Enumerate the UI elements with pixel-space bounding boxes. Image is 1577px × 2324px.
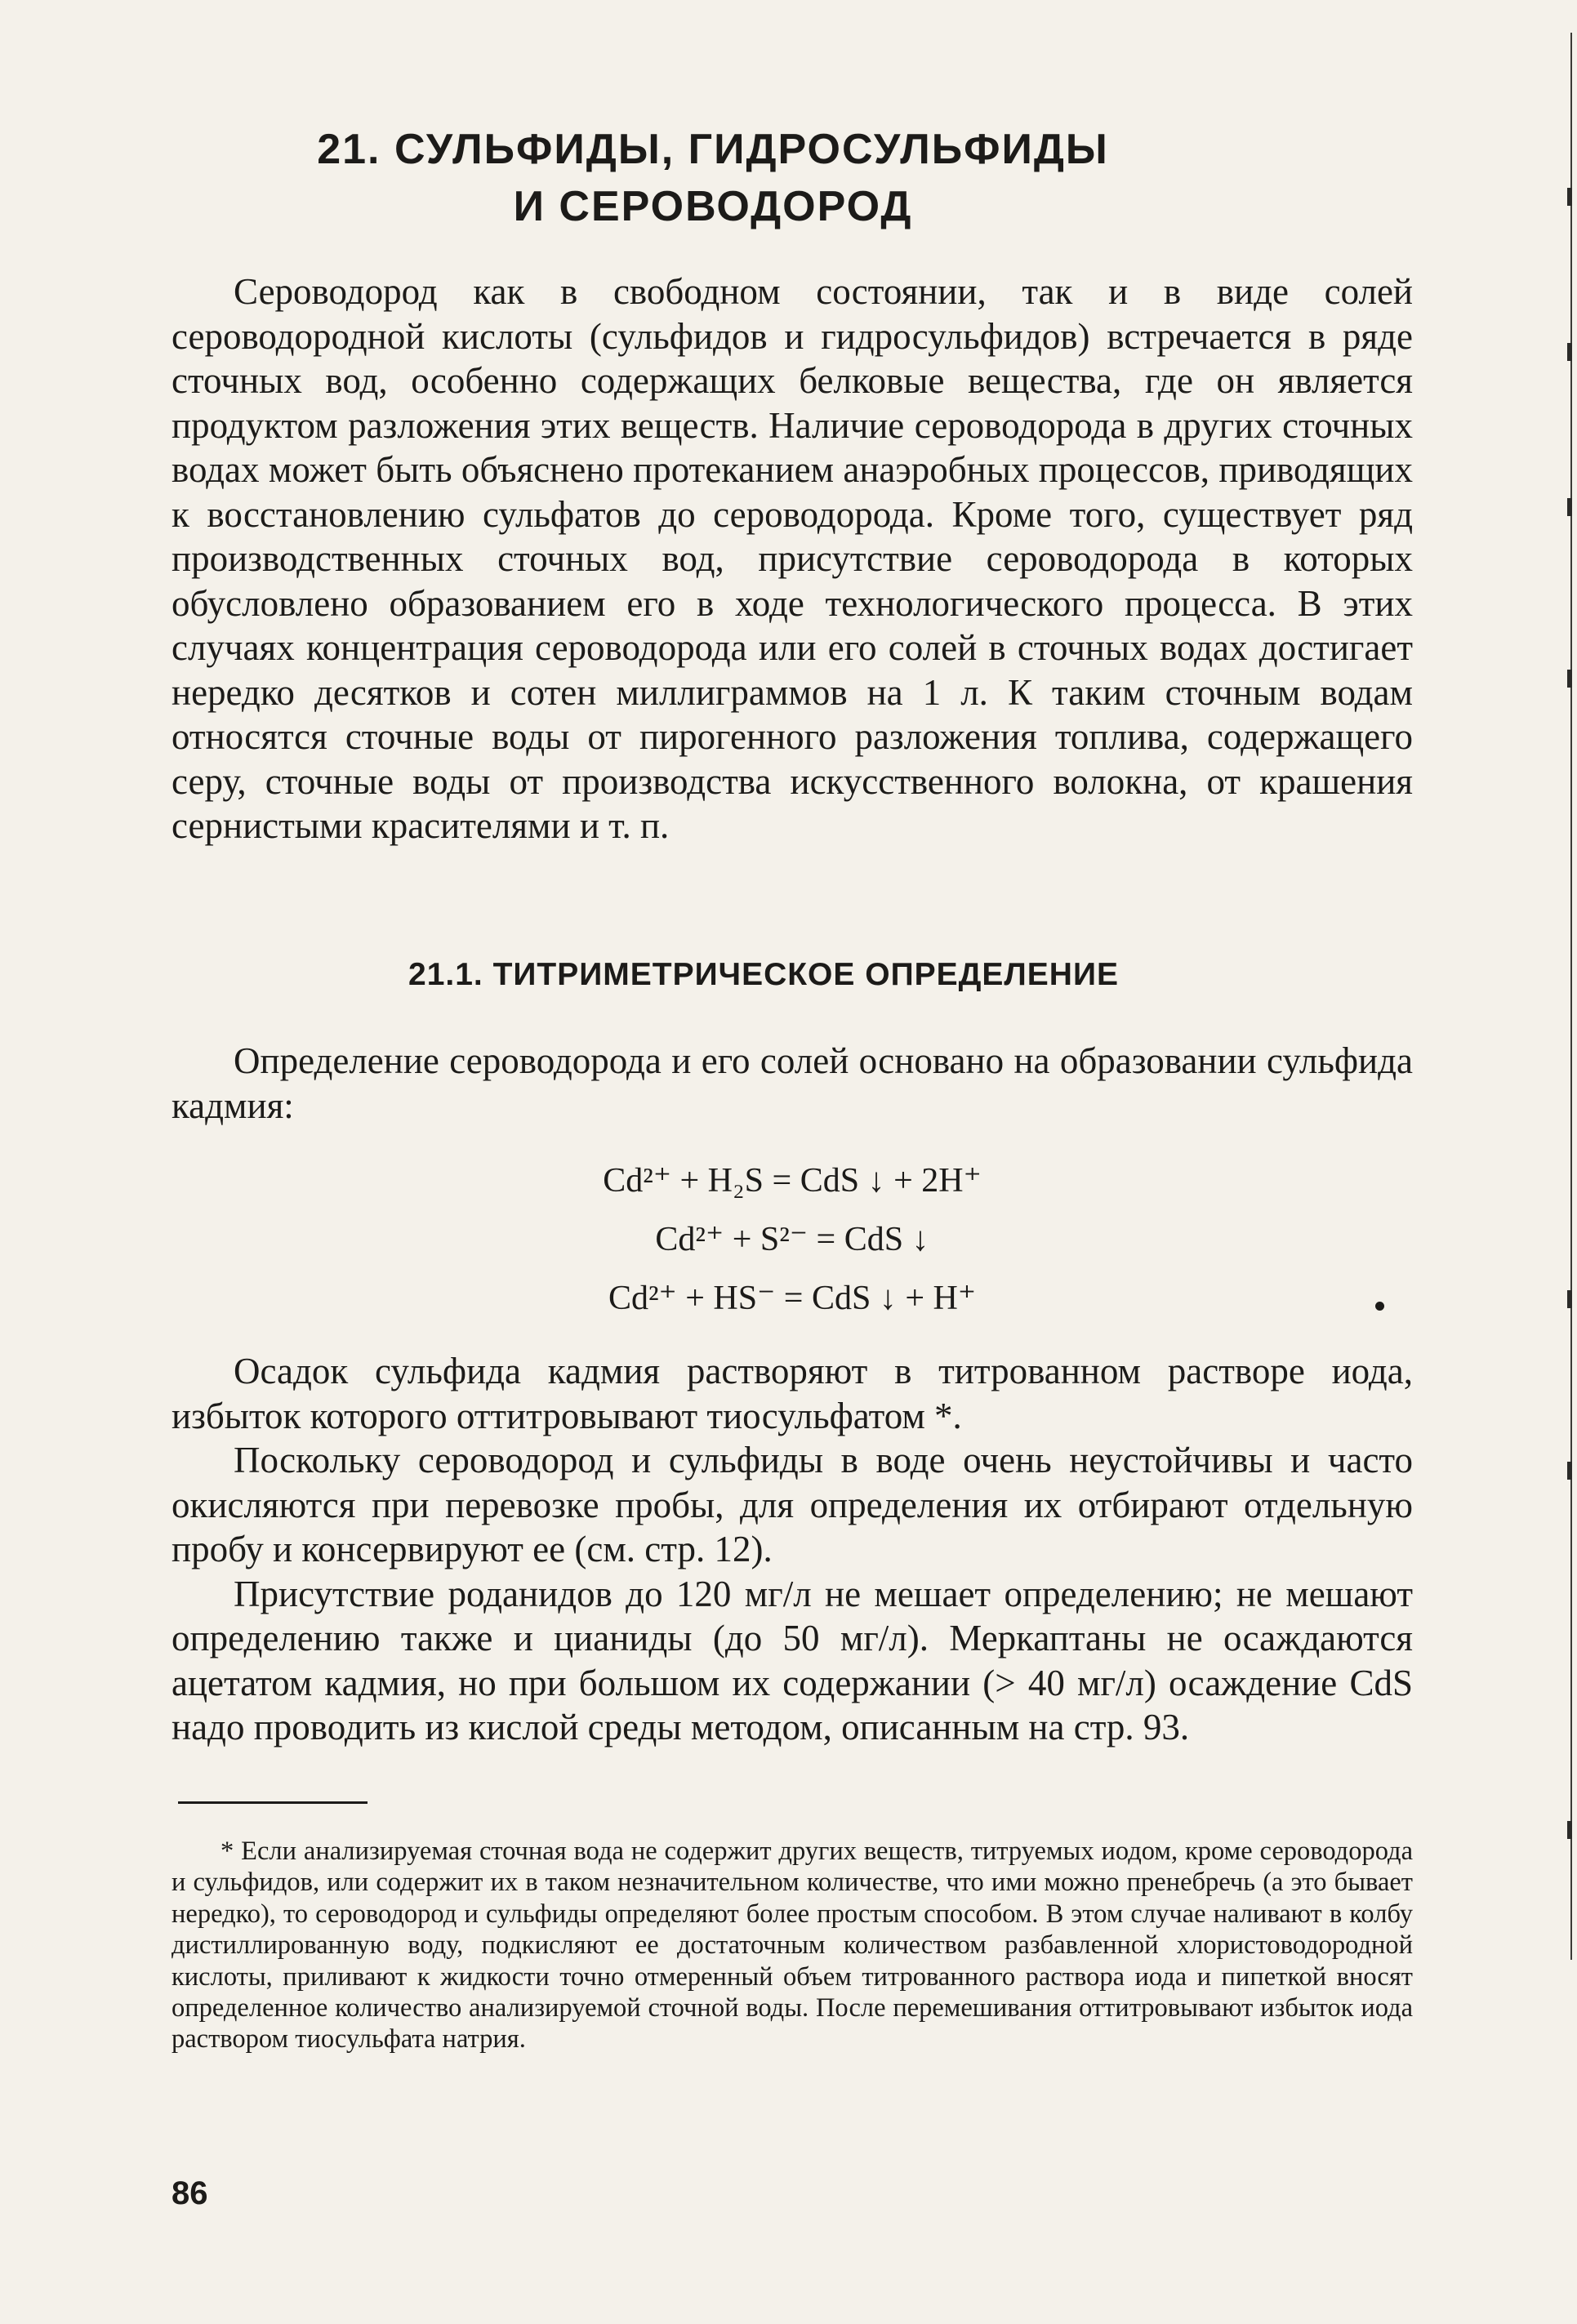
chapter-title-line-1: 21. СУЛЬФИДЫ, ГИДРОСУЛЬФИДЫ <box>317 126 1109 173</box>
footnote-rule <box>178 1801 368 1804</box>
section-body <box>172 1349 1413 1750</box>
stray-dot <box>1375 1302 1384 1311</box>
chapter-title <box>163 121 1263 235</box>
section-lead-block <box>172 1039 1413 1128</box>
edge-mark <box>1567 343 1572 361</box>
equation-2: Cd²⁺ + S²⁻ = CdS ↓ <box>655 1221 929 1258</box>
edge-mark <box>1567 1821 1572 1839</box>
edge-mark <box>1567 1462 1572 1480</box>
footnote-block <box>172 1836 1413 2055</box>
section-lead-paragraph: Определение сероводорода и его солей основано на образовании сульфида кадмия: <box>172 1040 1413 1126</box>
edge-mark <box>1567 1290 1572 1308</box>
body-paragraph: Осадок сульфида кадмия растворяют в титрованном растворе иода, избыток которого оттитровывают тиосульфатом *. <box>172 1351 1413 1436</box>
edge-mark <box>1567 188 1572 206</box>
equation-3: Cd²⁺ + HS⁻ = CdS ↓ + H⁺ <box>608 1280 977 1317</box>
footnote-text: * Если анализируемая сточная вода не содержит других веществ, титруемых иодом, кроме сероводорода и сульфидов, или содержит их в таком незначительном количестве, что ими можно пренебречь (а это бывает нередко), то сероводород и сульфиды определяют более простым способом. В этом случае наливают в колбу дистиллированную воду, подкисляют ее достаточным количеством разбавленной хлористоводородной кислоты, приливают к жидкости точно отмеренный объем титрованного раствора иода и пипеткой вносят определенное количество анализируемой сточной воды. После перемешивания оттитровывают избыток иода раствором тиосульфата натрия. <box>172 1836 1413 2055</box>
section-title: 21.1. ТИТРИМЕТРИЧЕСКОЕ ОПРЕДЕЛЕНИЕ <box>408 957 1120 992</box>
page-edge <box>1546 0 1577 2324</box>
equation-1: Cd²⁺ + H₂S = CdS ↓ + 2H⁺ <box>603 1162 982 1200</box>
edge-mark <box>1567 670 1572 688</box>
chapter-title-line-2: И СЕРОВОДОРОД <box>513 183 913 230</box>
intro-paragraph: Сероводород как в свободном состоянии, так и в виде солей сероводородной кислоты (сульфидов и гидросульфидов) встречается в ряде сточных вод, особенно содержащих белковые вещества, где он является продуктом разложения этих веществ. Наличие сероводорода в других сточных водах может быть объяснено протеканием анаэробных процессов, приводящих к восстановлению сульфатов до сероводорода. Кроме того, существует ряд производственных сточных вод, присутствие сероводорода в которых обусловлено образованием его в ходе технологического процесса. В этих случаях концентрация сероводорода или его солей в сточных водах достигает нередко десятков и сотен миллиграммов на 1 л. К таким сточным водам относятся сточные воды от пирогенного разложения топлива, содержащего серу, сточные воды от производства искусственного волокна, от крашения сернистыми красителями и т. п. <box>172 271 1413 846</box>
intro-block <box>172 269 1413 848</box>
binding-edge-line <box>1570 33 1572 1960</box>
page-number: 86 <box>172 2175 208 2211</box>
body-paragraph: Поскольку сероводород и сульфиды в воде очень неустойчивы и часто окисляются при перевозке пробы, для определения их отбирают отдельную пробу и консервируют ее (см. стр. 12). <box>172 1440 1413 1569</box>
equation-block <box>539 1151 1045 1328</box>
body-paragraph: Присутствие роданидов до 120 мг/л не мешает определению; не мешают определению также и цианиды (до 50 мг/л). Меркаптаны не осаждаются ацетатом кадмия, но при большом их содержании (> 40 мг/л) осаждение CdS надо проводить из кислой среды методом, описанным на стр. 93. <box>172 1573 1413 1747</box>
edge-mark <box>1567 498 1572 516</box>
